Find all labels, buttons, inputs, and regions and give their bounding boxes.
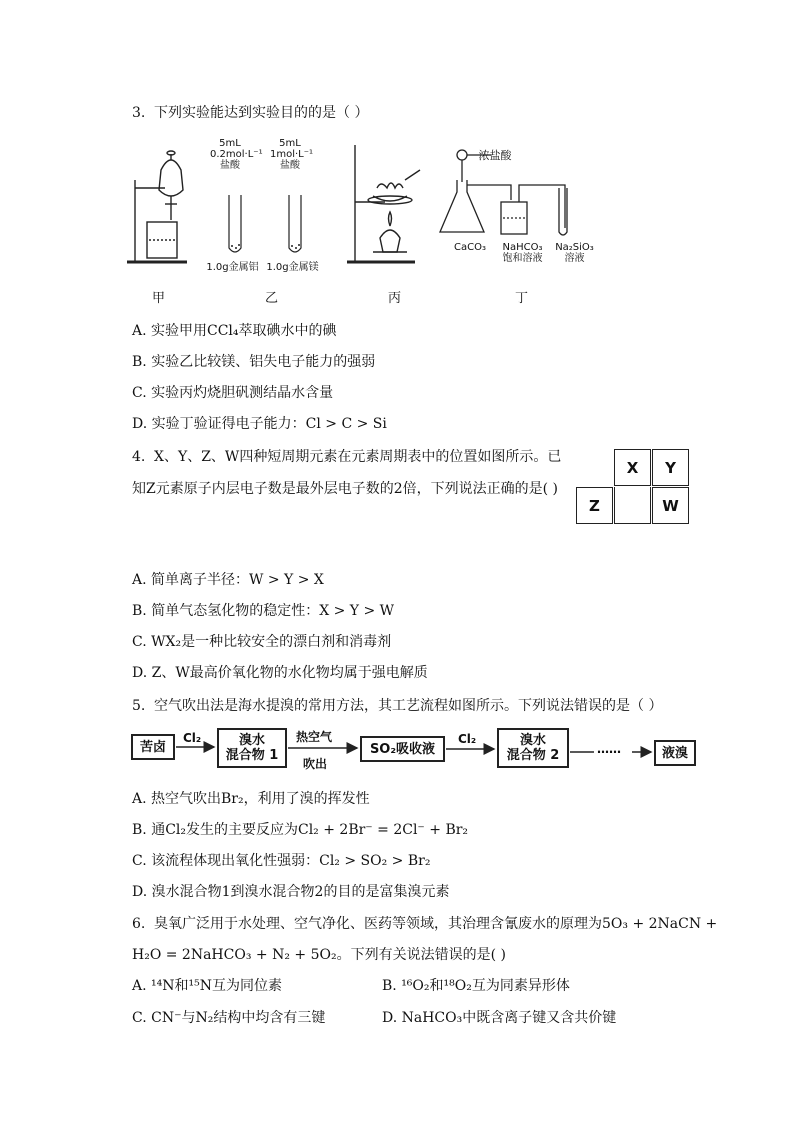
flow-box-so2: SO₂吸收液 <box>360 736 445 762</box>
q4-stem-line1: 4. X、Y、Z、W四种短周期元素在元素周期表中的位置如图所示。已 <box>132 449 562 465</box>
flow-arrow1-label: Cl₂ <box>183 731 202 745</box>
cell-z: Z <box>576 487 613 524</box>
label-bing: 丙 <box>388 291 402 306</box>
q6-stem-line2: H₂O = 2NaHCO₃ + N₂ + 5O₂。下列有关说法错误的是( ) <box>132 947 506 963</box>
q5-stem: 5. 空气吹出法是海水提溴的常用方法，其工艺流程如图所示。下列说法错误的是（ ） <box>132 698 663 714</box>
ding-na2sio3-label: Na₂SiO₃ 溶液 <box>555 242 594 264</box>
ding-acid-label: 浓盐酸 <box>478 149 512 162</box>
q3-stem: 3. 下列实验能达到实验目的的是（ ） <box>132 105 369 121</box>
flow-dots: …… <box>597 742 621 756</box>
flow-box-kulu: 苦卤 <box>131 734 175 760</box>
label-yi: 乙 <box>265 291 279 306</box>
q3-option-a: A. 实验甲用CCl₄萃取碘水中的碘 <box>132 323 337 339</box>
q4-option-a: A. 简单离子半径：W > Y > X <box>132 572 324 588</box>
flow-arrow2-bottom: 吹出 <box>303 757 328 771</box>
q6-option-b: B. ¹⁶O₂和¹⁸O₂互为同素异形体 <box>382 978 570 994</box>
label-ding: 丁 <box>515 291 529 306</box>
q4-option-c: C. WX₂是一种比较安全的漂白剂和消毒剂 <box>132 634 392 650</box>
cell-w: W <box>652 487 689 524</box>
q3-option-d: D. 实验丁验证得电子能力：Cl > C > Si <box>132 416 387 432</box>
q6-option-c: C. CN⁻与N₂结构中均含有三键 <box>132 1010 326 1026</box>
flow-arrow3-label: Cl₂ <box>458 732 477 746</box>
yi-left-bottom: 1.0g金属铝 <box>206 262 259 273</box>
q5-option-c: C. 该流程体现出氧化性强弱：Cl₂ > SO₂ > Br₂ <box>132 853 431 869</box>
q3-option-c: C. 实验丙灼烧胆矾测结晶水含量 <box>132 385 334 401</box>
flow-arrow2-top: 热空气 <box>296 730 333 744</box>
q6-option-d: D. NaHCO₃中既含离子键又含共价键 <box>382 1010 617 1026</box>
flow-box-mix1: 溴水 混合物 1 <box>217 728 287 768</box>
q3-option-b: B. 实验乙比较镁、铝失电子能力的强弱 <box>132 354 376 370</box>
q4-option-b: B. 简单气态氢化物的稳定性：X > Y > W <box>132 603 395 619</box>
ding-caco3-label: CaCO₃ <box>454 242 486 253</box>
cell-x: X <box>614 449 651 486</box>
q5-option-a: A. 热空气吹出Br₂，利用了溴的挥发性 <box>132 791 370 807</box>
q6-option-a: A. ¹⁴N和¹⁵N互为同位素 <box>132 978 282 994</box>
label-jia: 甲 <box>152 291 166 306</box>
flow-box-mix2: 溴水 混合物 2 <box>497 728 569 768</box>
q4-stem-line2: 知Z元素原子内层电子数是最外层电子数的2倍，下列说法正确的是( ) <box>132 481 559 497</box>
yi-right-label: 5mL 1mol·L⁻¹ 盐酸 <box>270 138 314 171</box>
q5-option-b: B. 通Cl₂发生的主要反应为Cl₂ + 2Br⁻ = 2Cl⁻ + Br₂ <box>132 822 469 838</box>
q5-option-d: D. 溴水混合物1到溴水混合物2的目的是富集溴元素 <box>132 884 450 900</box>
q4-option-d: D. Z、W最高价氧化物的水化物均属于强电解质 <box>132 665 428 681</box>
flow-box-liquid-bromine: 液溴 <box>654 740 696 766</box>
yi-left-label: 5mL 0.2mol·L⁻¹ 盐酸 <box>210 138 263 171</box>
cell-y: Y <box>652 449 689 486</box>
yi-right-bottom: 1.0g金属镁 <box>266 262 319 273</box>
ding-nahco3-label: NaHCO₃ 饱和溶液 <box>502 242 543 264</box>
q6-stem-line1: 6. 臭氧广泛用于水处理、空气净化、医药等领域，其治理含氰废水的原理为5O₃ + 2NaCN + <box>132 916 718 932</box>
